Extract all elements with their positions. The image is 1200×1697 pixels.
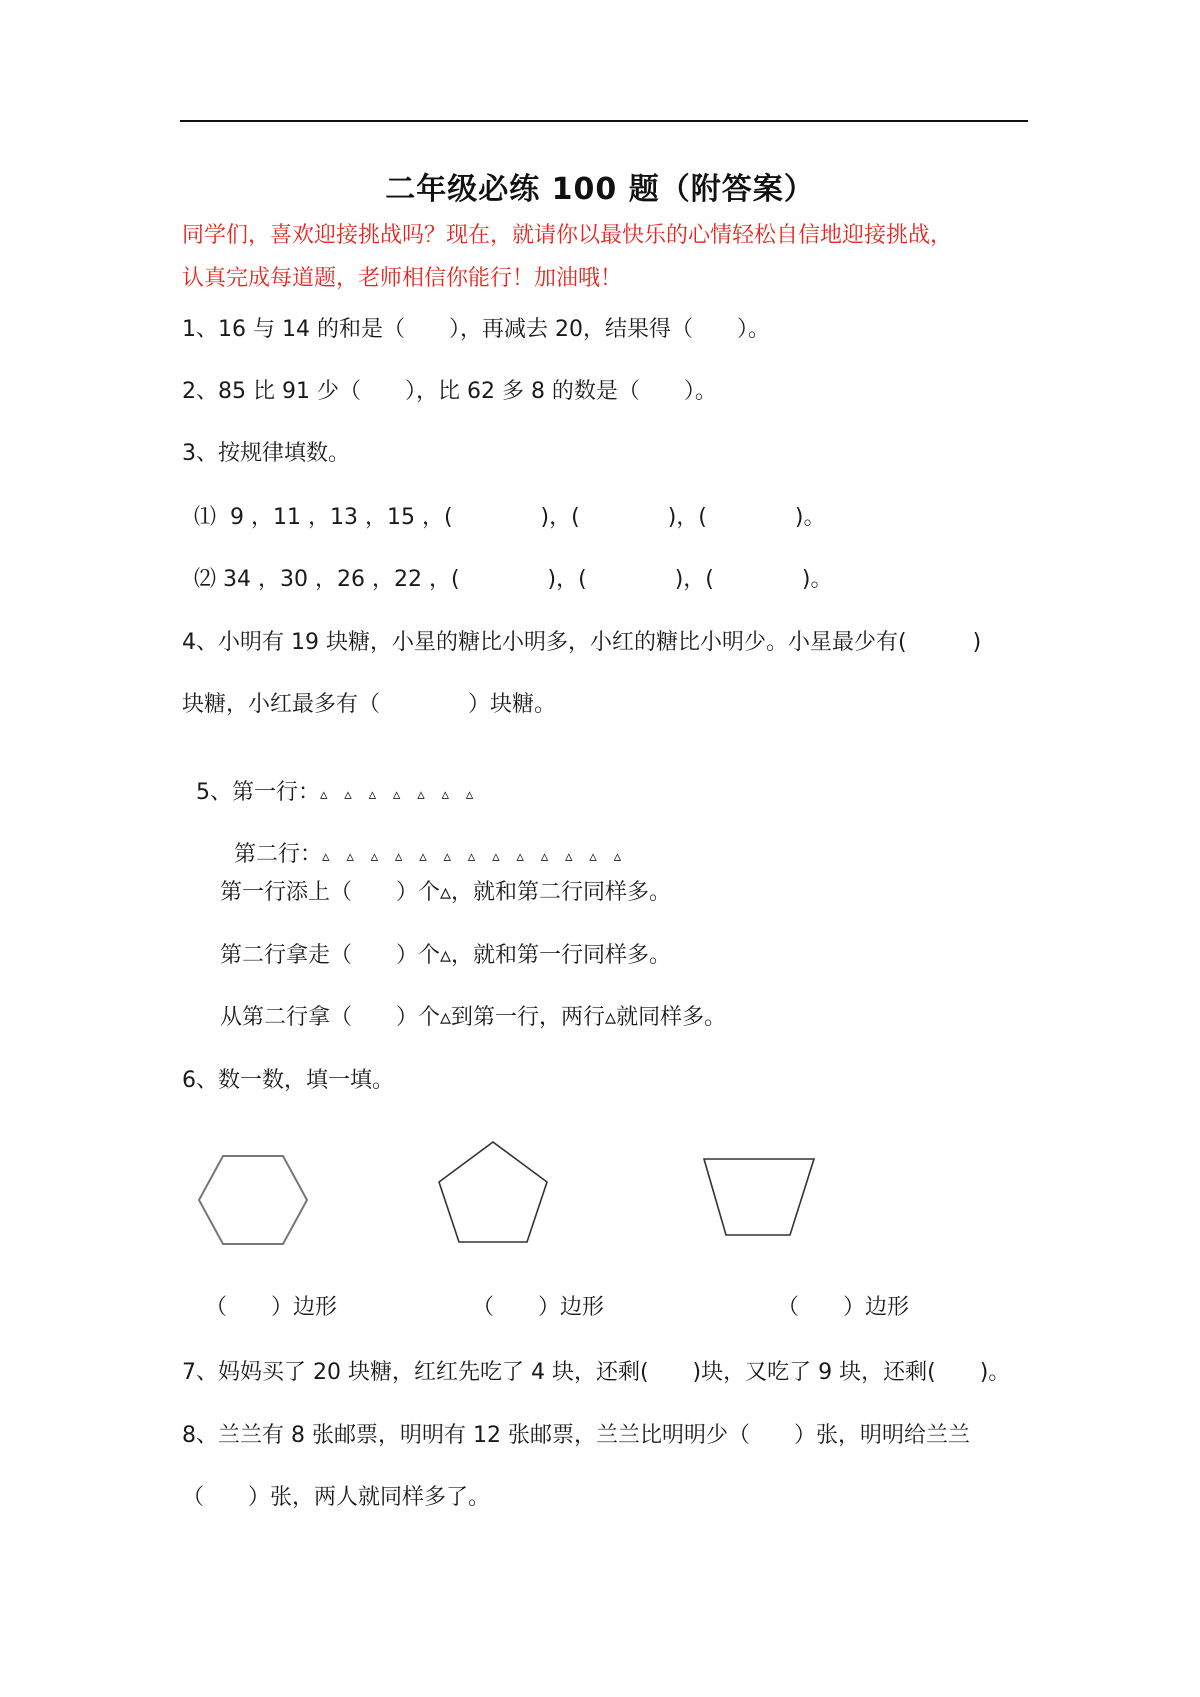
question-2: 2、85 比 91 少（ ），比 62 多 8 的数是（ ）。 <box>182 379 717 404</box>
intro-text <box>182 214 1042 300</box>
page-title: 二年级必练 100 题（附答案） <box>385 172 815 207</box>
question-3-part-1: ⑴ 9 ，11 ，13 ，15 ，( )，( )，( )。 <box>194 505 826 530</box>
trapezoid-figure <box>700 1155 820 1241</box>
question-5-part-c: 从第二行拿（ ）个▵到第一行，两行▵就同样多。 <box>220 1005 727 1030</box>
pentagon-figure <box>435 1138 555 1246</box>
row-2-label: 第二行： <box>234 842 323 867</box>
row-1-label: 5、第一行： <box>196 780 320 805</box>
question-3-part-2: ⑵ 34 ，30 ，26 ，22 ，( )，( )，( )。 <box>194 567 833 592</box>
intro-line-2: 认真完成每道题，老师相信你能行！加油哦！ <box>182 266 623 291</box>
question-7: 7、妈妈买了 20 块糖，红红先吃了 4 块，还剩( )块，又吃了 9 块，还剩( )。 <box>182 1360 1011 1385</box>
question-5-part-b: 第二行拿走（ ）个▵，就和第一行同样多。 <box>220 943 672 968</box>
question-5-part-a: 第一行添上（ ）个▵，就和第二行同样多。 <box>220 880 672 905</box>
question-4-line-2: 块糖，小红最多有（ ）块糖。 <box>182 692 557 717</box>
hexagon-figure <box>195 1150 315 1250</box>
row-2-triangles: ▵ ▵ ▵ ▵ ▵ ▵ ▵ ▵ ▵ ▵ ▵ ▵ ▵ <box>322 847 628 865</box>
question-5-row-1 <box>182 750 479 806</box>
question-1: 1、16 与 14 的和是（ ），再减去 20，结果得（ ）。 <box>182 317 770 342</box>
shape-label-1: （ ）边形 <box>205 1295 338 1320</box>
question-4-line-1: 4、小明有 19 块糖，小星的糖比小明多，小红的糖比小明少。小星最少有( ) <box>182 630 982 655</box>
question-8-line-2: （ ）张，两人就同样多了。 <box>182 1485 491 1510</box>
question-6: 6、数一数，填一填。 <box>182 1068 394 1093</box>
intro-line-1: 同学们，喜欢迎接挑战吗？现在，就请你以最快乐的心情轻松自信地迎接挑战， <box>182 223 953 248</box>
row-1-triangles: ▵ ▵ ▵ ▵ ▵ ▵ ▵ <box>320 785 480 803</box>
header-rule <box>180 120 1028 122</box>
question-8-line-1: 8、兰兰有 8 张邮票，明明有 12 张邮票，兰兰比明明少（ ）张，明明给兰兰 <box>182 1423 970 1448</box>
question-5-row-2 <box>220 812 627 868</box>
shape-label-2: （ ）边形 <box>472 1295 605 1320</box>
shape-label-3: （ ）边形 <box>777 1295 910 1320</box>
question-3: 3、按规律填数。 <box>182 441 350 466</box>
